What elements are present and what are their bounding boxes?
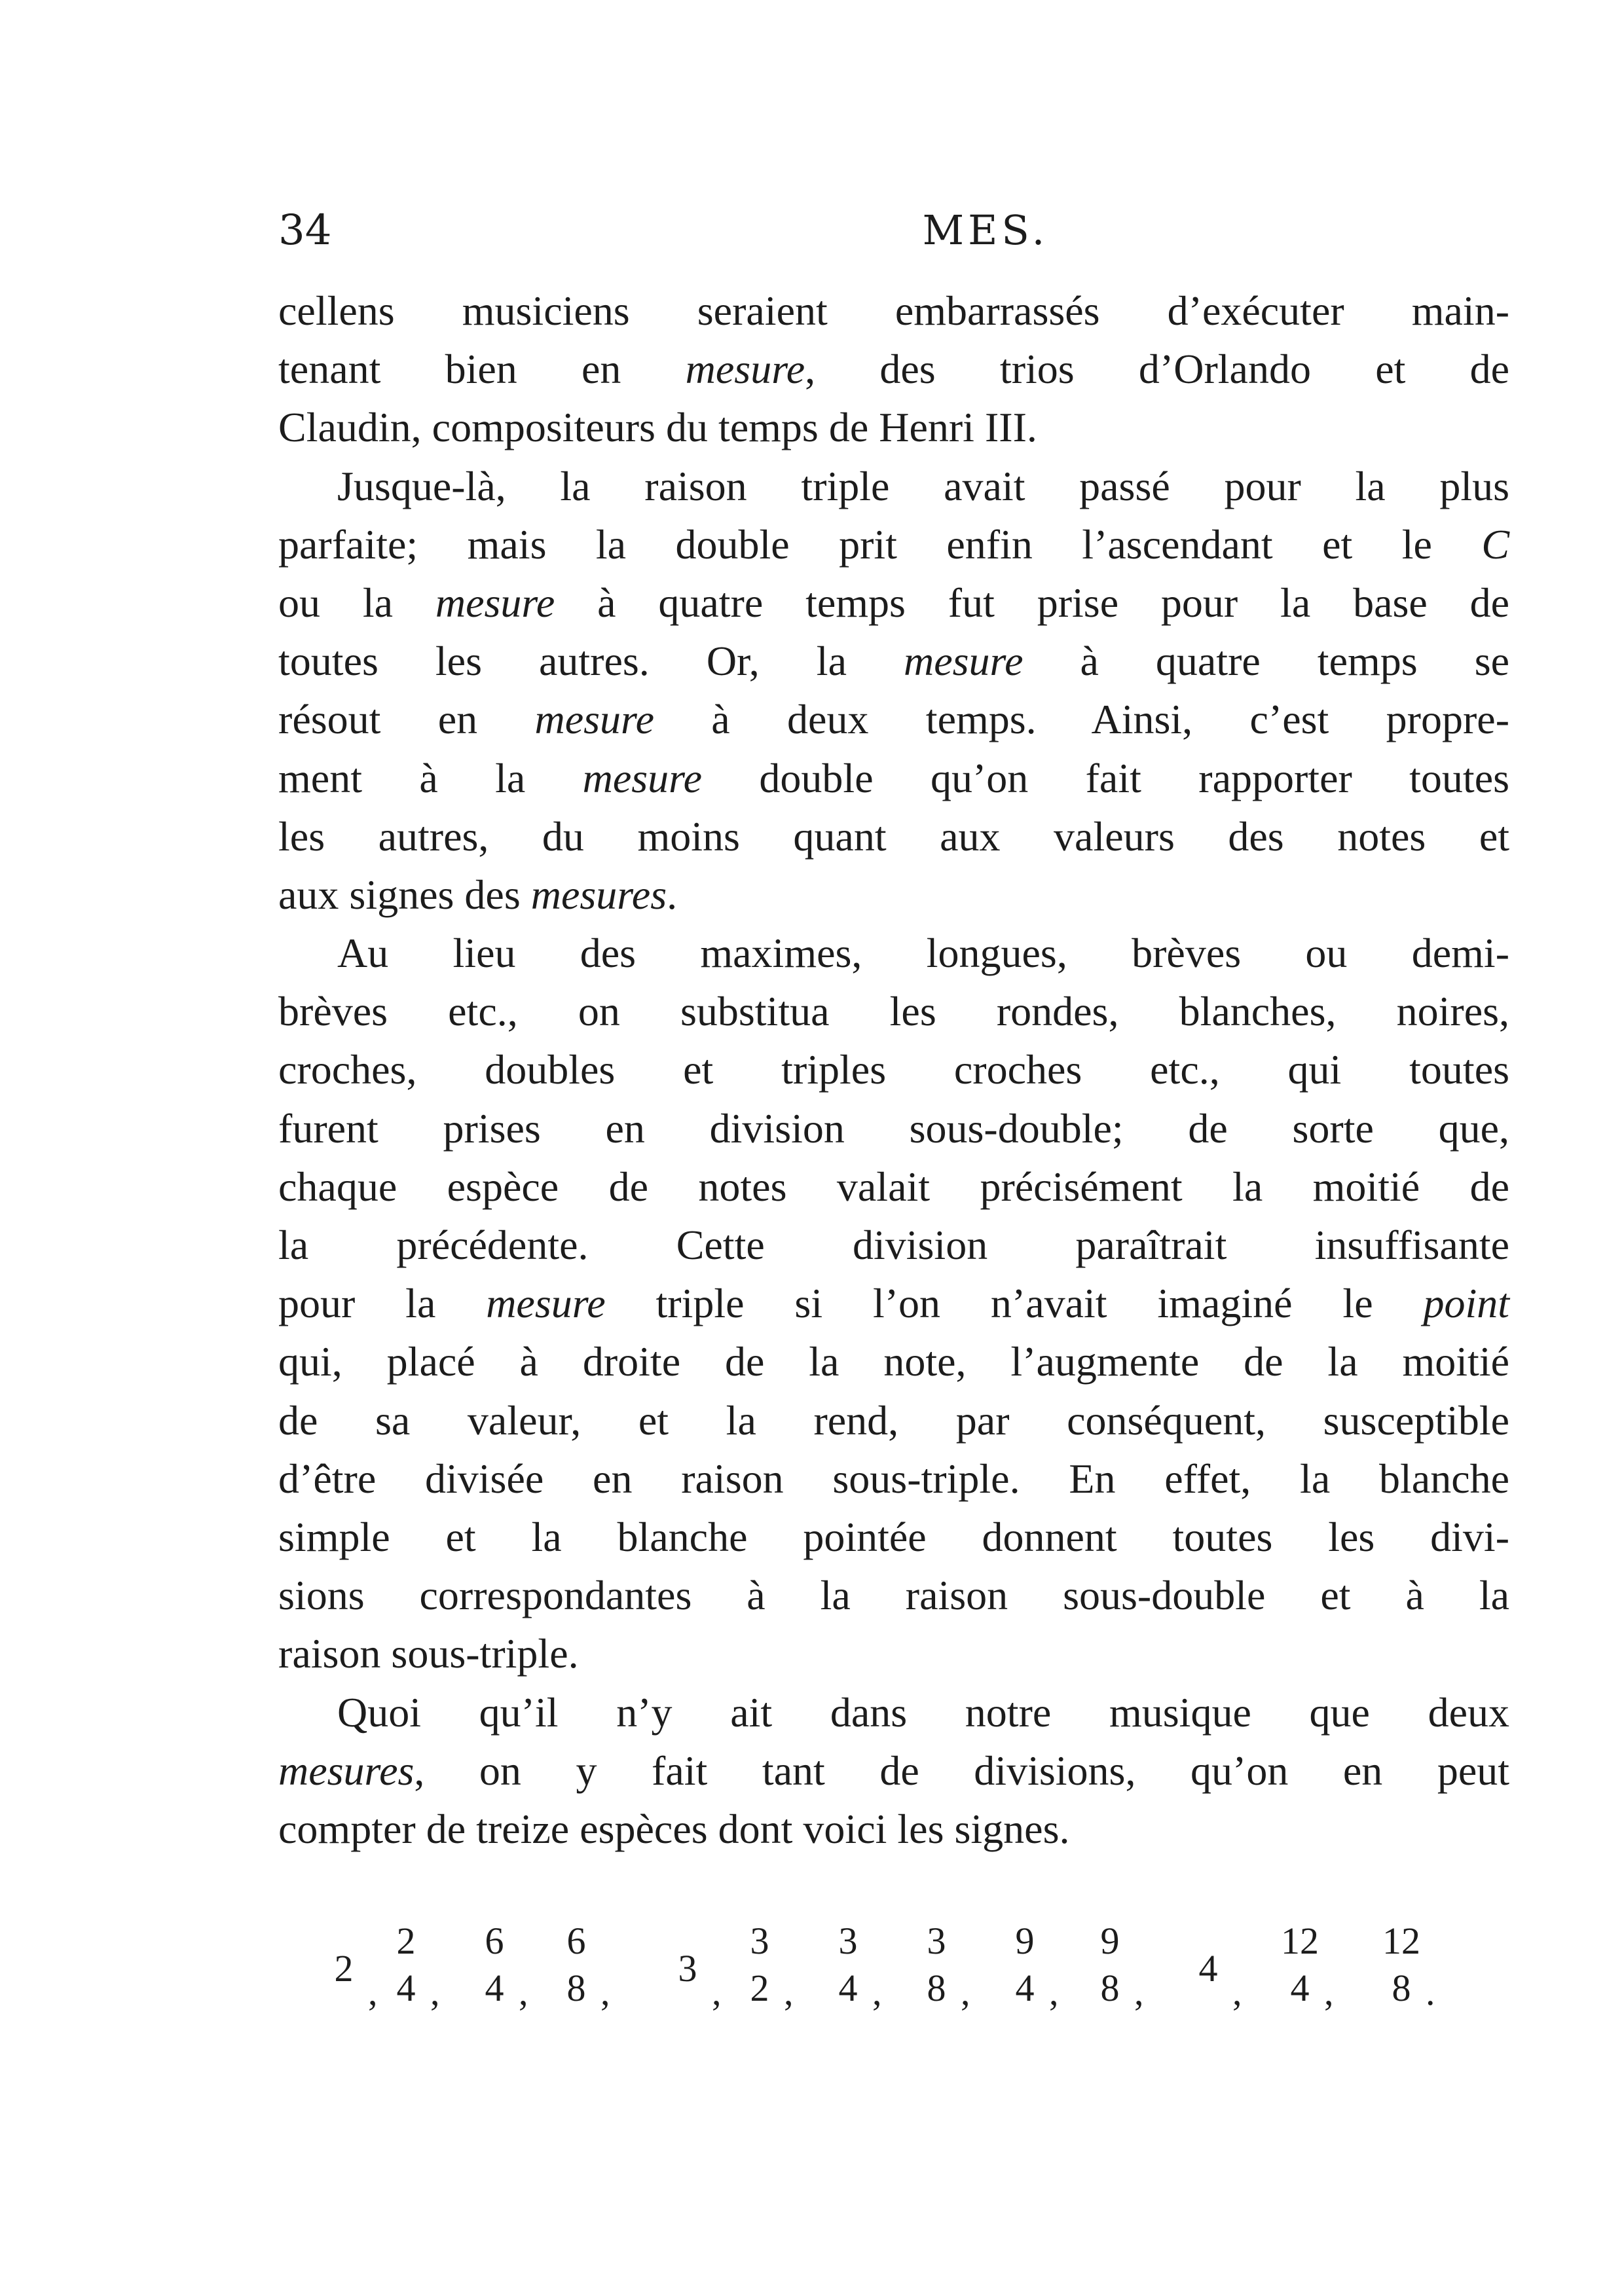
italic-term: mesure [486, 1280, 606, 1327]
text-run: simple et la blanche pointée donnent toutes les divi- [278, 1513, 1509, 1560]
italic-term: mesure [685, 346, 805, 393]
time-signature-separator: , [872, 1971, 882, 2013]
text-run: croches, doubles et triples croches etc., qui toutes [278, 1046, 1509, 1093]
time-signature-separator: , [784, 1971, 794, 2013]
text-run: compter de treize espèces dont voici les signes. [278, 1805, 1070, 1852]
time-signature-numerator: 9 [1015, 1920, 1035, 1962]
time-signature-separator: , [430, 1971, 440, 2013]
page-number: 34 [278, 206, 332, 255]
text-run: à quatre temps se [1023, 638, 1510, 685]
time-signature-value: 2 [334, 1947, 354, 1990]
text-run: Quoi qu’il n’y ait dans notre musique que deux [337, 1688, 1509, 1736]
time-signature [314, 1918, 373, 2030]
text-line [278, 1624, 1509, 1683]
text-line [278, 282, 1509, 340]
page-header [278, 204, 1522, 263]
text-line [278, 632, 1509, 690]
time-signature [1179, 1918, 1238, 2030]
time-signature-separator: , [961, 1971, 970, 2013]
time-signature-list [314, 1918, 1493, 2030]
text-run: triple si l’on n’avait imaginé le [605, 1280, 1424, 1327]
time-signature-separator: , [1324, 1971, 1334, 2013]
time-signature [377, 1918, 435, 2030]
italic-term: C [1481, 520, 1509, 568]
text-line [278, 1274, 1509, 1332]
time-signature-denominator: 4 [485, 1967, 504, 2009]
text-run: , des trios d’Orlando et de [805, 346, 1510, 393]
time-signature [819, 1918, 877, 2030]
text-run: ment à la [278, 754, 583, 801]
italic-term: mesures [278, 1747, 415, 1794]
time-signature-value: 3 [678, 1947, 697, 1990]
running-head: MES. [922, 206, 1049, 254]
text-run: chaque espèce de notes valait précisément la moitié de [278, 1163, 1509, 1210]
text-run: pour la [278, 1280, 487, 1327]
text-run: résout en [278, 696, 535, 743]
time-signature-numerator: 12 [1382, 1920, 1420, 1962]
time-signature-separator: , [600, 1971, 610, 2013]
time-signature-numerator: 12 [1281, 1920, 1319, 1962]
time-signature [658, 1918, 717, 2030]
time-signature-denominator: 2 [750, 1967, 769, 2009]
text-line [278, 1099, 1509, 1157]
time-signature-numerator: 6 [485, 1920, 504, 1962]
text-run: brèves etc., on substitua les rondes, blanches, noires, [278, 988, 1509, 1035]
text-run: qui, placé à droite de la note, l’augmente de la moitié [278, 1338, 1509, 1385]
text-run: double qu’on fait rapporter toutes [702, 754, 1510, 801]
text-run: . [667, 871, 678, 918]
text-run: la précédente. Cette division paraîtrait insuffisante [278, 1222, 1509, 1268]
time-signature-denominator: 4 [396, 1967, 416, 2009]
italic-term: mesure [435, 579, 555, 626]
time-signature-separator: , [1049, 1971, 1059, 2013]
text-line [278, 690, 1509, 748]
time-signature-numerator: 9 [1100, 1920, 1120, 1962]
time-signature-value: 4 [1198, 1947, 1218, 1990]
text-run: parfaite; mais la double prit enfin l’ascendant et le [278, 520, 1482, 568]
text-run: d’être divisée en raison sous-triple. En effet, la blanche [278, 1455, 1509, 1502]
text-run: toutes les autres. Or, la [278, 638, 904, 685]
text-run: , on y fait tant de divisions, qu’on en peut [414, 1747, 1509, 1794]
text-line [278, 515, 1509, 574]
time-signature-numerator: 6 [566, 1920, 586, 1962]
italic-term: mesure [582, 754, 703, 801]
time-signature-numerator: 3 [750, 1920, 769, 1962]
time-signature-numerator: 3 [927, 1920, 946, 1962]
text-line [278, 924, 1509, 982]
text-line [278, 574, 1509, 632]
text-run: aux signes des [278, 871, 531, 918]
time-signature-numerator: 2 [396, 1920, 416, 1962]
text-run: les autres, du moins quant aux valeurs des notes et [278, 812, 1509, 860]
time-signature-separator: , [712, 1971, 722, 2013]
text-line [278, 982, 1509, 1040]
text-run: cellens musiciens seraient embarrassés d’exécuter main- [278, 287, 1509, 334]
time-signature-separator: . [1426, 1971, 1435, 2013]
text-run: sions correspondantes à la raison sous-double et à la [278, 1572, 1509, 1619]
text-line [278, 1508, 1509, 1566]
time-signature [1270, 1918, 1329, 2030]
text-line [278, 1741, 1509, 1800]
time-signature [1080, 1918, 1139, 2030]
time-signature [995, 1918, 1054, 2030]
text-line [278, 807, 1509, 866]
text-run: Jusque-là, la raison triple avait passé pour la plus [337, 462, 1509, 509]
body-text [278, 282, 1509, 1858]
text-line [278, 1391, 1509, 1449]
text-run: Claudin, compositeurs du temps de Henri III. [278, 404, 1037, 451]
time-signature-separator: , [1232, 1971, 1242, 2013]
text-line [278, 1800, 1509, 1858]
text-line [278, 1683, 1509, 1741]
time-signature-separator: , [368, 1971, 378, 2013]
text-run: raison sous-triple. [278, 1630, 579, 1677]
text-line [278, 1157, 1509, 1216]
italic-term: mesure [904, 638, 1024, 685]
time-signature-denominator: 4 [1290, 1967, 1310, 2009]
time-signature-separator: , [519, 1971, 528, 2013]
text-line [278, 1216, 1509, 1274]
time-signature-denominator: 8 [566, 1967, 586, 2009]
time-signature [465, 1918, 524, 2030]
time-signature [547, 1918, 606, 2030]
time-signature-denominator: 8 [927, 1967, 946, 2009]
text-line [278, 340, 1509, 398]
text-line [278, 1040, 1509, 1099]
time-signature-numerator: 3 [838, 1920, 858, 1962]
text-run: furent prises en division sous-double; de sorte que, [278, 1104, 1509, 1152]
text-line [278, 398, 1509, 456]
time-signature [730, 1918, 789, 2030]
text-run: à quatre temps fut prise pour la base de [555, 579, 1510, 626]
text-line [278, 457, 1509, 515]
time-signature-separator: , [1134, 1971, 1144, 2013]
text-run: de sa valeur, et la rend, par conséquent, susceptible [278, 1396, 1509, 1444]
text-line [278, 1566, 1509, 1624]
time-signature-denominator: 8 [1392, 1967, 1411, 2009]
text-line [278, 1332, 1509, 1391]
text-run: tenant bien en [278, 346, 686, 393]
italic-term: mesures [530, 871, 667, 918]
time-signature-denominator: 4 [1015, 1967, 1035, 2009]
italic-term: mesure [534, 696, 654, 743]
time-signature-denominator: 8 [1100, 1967, 1120, 2009]
italic-term: point [1423, 1280, 1509, 1327]
time-signature [907, 1918, 966, 2030]
text-run: Au lieu des maximes, longues, brèves ou demi- [337, 930, 1509, 977]
text-line [278, 1449, 1509, 1508]
text-line [278, 749, 1509, 807]
time-signature-denominator: 4 [838, 1967, 858, 2009]
text-line [278, 866, 1509, 924]
text-run: ou la [278, 579, 435, 626]
time-signature [1372, 1918, 1431, 2030]
text-run: à deux temps. Ainsi, c’est propre- [654, 696, 1510, 743]
